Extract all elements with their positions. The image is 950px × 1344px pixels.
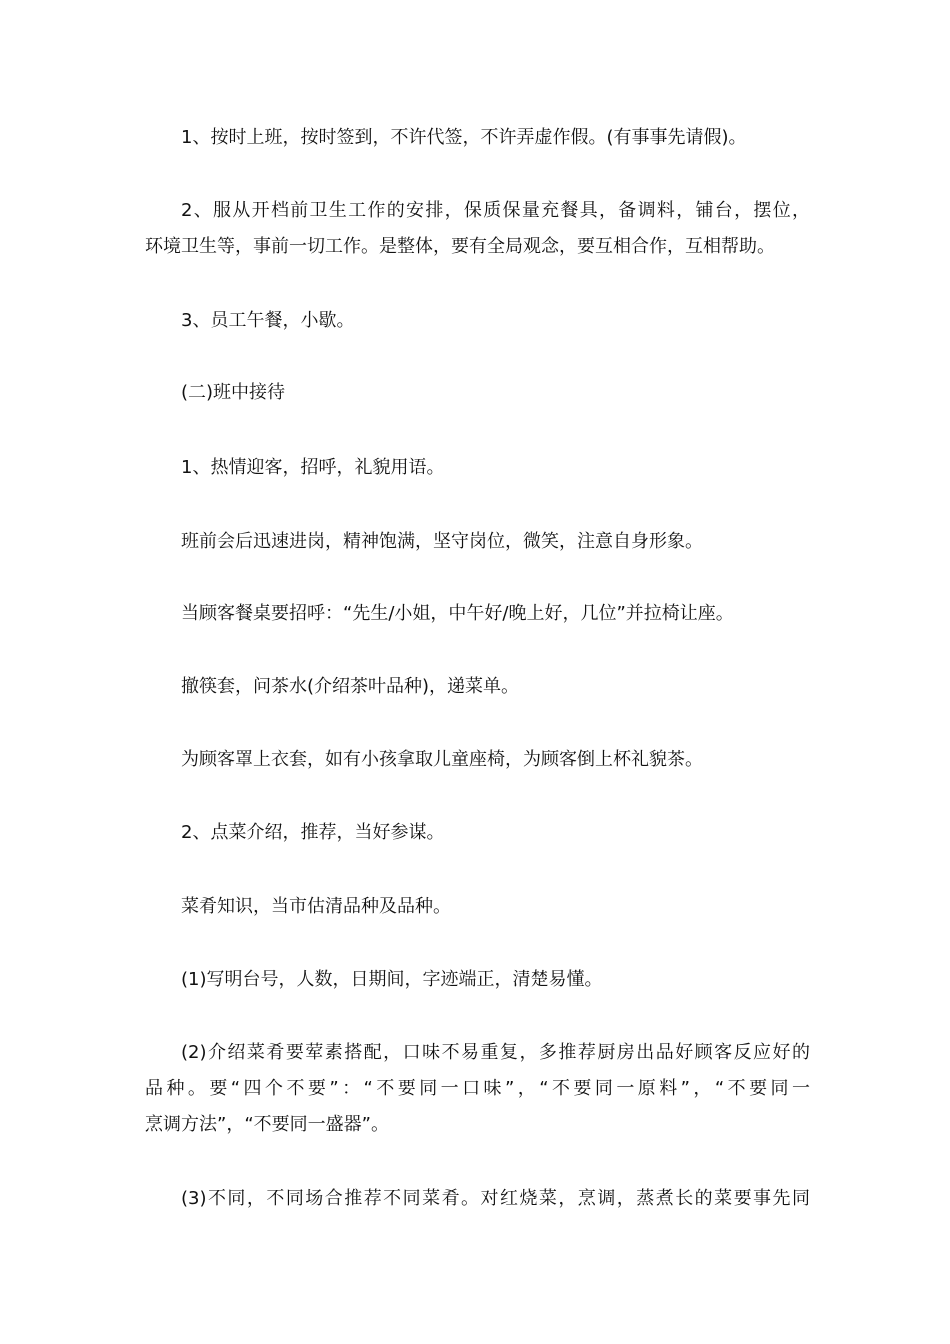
paragraph-9	[145, 742, 810, 778]
text-line: (1)写明台号，人数，日期间，字迹端正，清楚易懂。	[181, 969, 603, 990]
text-line: 当顾客餐桌要招呼：“先生/小姐，中午好/晚上好，几位”并拉椅让座。	[181, 603, 734, 624]
text-line: 为顾客罩上衣套，如有小孩拿取儿童座椅，为顾客倒上杯礼貌茶。	[181, 749, 703, 770]
paragraph-11	[145, 889, 810, 925]
text-line: (3)不同，不同场合推荐不同菜肴。对红烧菜，烹调，蒸煮长的菜要事先同	[181, 1188, 810, 1209]
text-line: 菜肴知识，当市估清品种及品种。	[181, 896, 451, 917]
text-line: 撤筷套，问茶水(介绍茶叶品种)，递菜单。	[181, 676, 520, 697]
section-heading	[145, 375, 810, 411]
paragraph-10	[145, 815, 810, 851]
text-line: 班前会后迅速进岗，精神饱满，坚守岗位，微笑，注意自身形象。	[181, 531, 703, 552]
paragraph-14	[145, 1181, 810, 1217]
text-line: 1、热情迎客，招呼，礼貌用语。	[181, 457, 445, 478]
text-line: 环境卫生等，事前一切工作。是整体，要有全局观念，要互相合作，互相帮助。	[145, 236, 775, 257]
text-line: 品种。要“四个不要”：“不要同一口味”，“不要同一原料”，“不要同一	[145, 1078, 810, 1099]
text-line: 2、点菜介绍，推荐，当好参谋。	[181, 822, 445, 843]
paragraph-1	[145, 120, 810, 156]
paragraph-6	[145, 524, 810, 560]
text-line: (二)班中接待	[181, 382, 286, 403]
text-line: 2、服从开档前卫生工作的安排，保质保量充餐具，备调料，铺台，摆位，	[181, 200, 810, 221]
text-line: 3、员工午餐，小歇。	[181, 310, 355, 331]
paragraph-13	[145, 1035, 810, 1143]
text-line: 1、按时上班，按时签到，不许代签，不许弄虚作假。(有事事先请假)。	[181, 127, 747, 148]
text-line: 烹调方法”，“不要同一盛器”。	[145, 1114, 389, 1135]
paragraph-12	[145, 962, 810, 998]
paragraph-3	[145, 303, 810, 339]
paragraph-7	[145, 596, 810, 632]
paragraph-5	[145, 450, 810, 486]
text-line: (2)介绍菜肴要荤素搭配，口味不易重复，多推荐厨房出品好顾客反应好的	[181, 1042, 810, 1063]
paragraph-8	[145, 669, 810, 705]
paragraph-2	[145, 193, 810, 265]
